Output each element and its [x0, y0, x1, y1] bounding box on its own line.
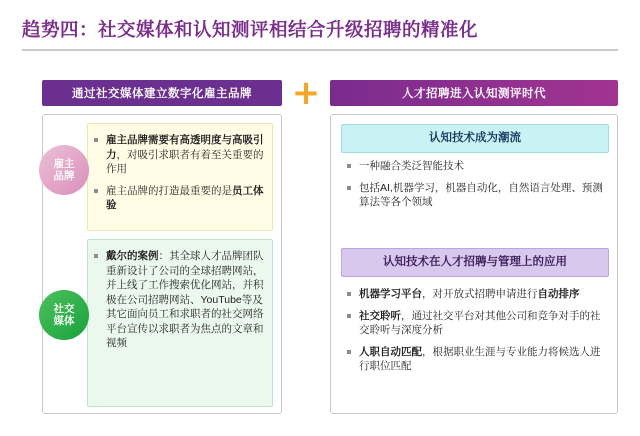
cognitive-trend-list [347, 159, 609, 210]
list-item-text: 一种融合类泛智能技术 [359, 160, 464, 172]
list-item-text: ，通过社交平台对其他公司和竞争对手的社交聆听与深度分析 [359, 309, 601, 336]
badge-social-media-line2: 媒体 [53, 315, 75, 327]
badge-social-media [39, 290, 89, 340]
subheader-cognitive-trend: 认知技术成为潮流 [341, 124, 609, 153]
list-item-bold-tail: 员工体验 [106, 184, 264, 211]
social-media-list [94, 249, 264, 351]
list-item [94, 184, 264, 213]
list-item-bold: 戴尔的案例 [106, 250, 159, 262]
badge-social-media-line1: 社交 [53, 303, 75, 315]
list-item-bold: 人职自动匹配 [359, 345, 422, 358]
list-item [94, 249, 264, 351]
left-panel [42, 114, 282, 414]
social-media-box [87, 239, 273, 407]
badge-employer-brand [39, 145, 89, 195]
badge-employer-brand-line2: 品牌 [53, 170, 75, 182]
list-item [347, 287, 609, 302]
list-item-bold-tail: 自动排序 [537, 288, 580, 300]
right-panel [330, 114, 618, 414]
employer-brand-list [94, 133, 264, 213]
list-item-bold: 社交聆听 [359, 309, 401, 322]
cognitive-application-list [347, 287, 609, 374]
list-item [347, 181, 609, 210]
list-item-text: 雇主品牌的打造最重要的是 [106, 184, 232, 197]
column-header-left: 通过社交媒体建立数字化雇主品牌 [42, 80, 282, 106]
list-item-text: ，对开放式招聘申请进行 [422, 288, 538, 300]
list-item-bold: 机器学习平台 [359, 288, 422, 300]
list-item-text: 包括AI,机器学习，机器自动化，自然语言处理、预测算法等各个领域 [359, 181, 603, 208]
list-item [347, 345, 609, 374]
plus-icon: + [291, 73, 321, 113]
list-item-text: ，根据职业生涯与专业能力将候选人进行职位匹配 [359, 345, 601, 372]
column-header-right: 人才招聘进入认知测评时代 [330, 80, 618, 106]
title-divider [22, 49, 618, 51]
list-item-bold: 雇主品牌需要有高透明度与高吸引力 [106, 134, 264, 161]
list-item-text: ，对吸引求职者有着至关重要的作用 [106, 148, 264, 175]
title-block [22, 18, 618, 51]
subheader-cognitive-application: 认知技术在人才招聘与管理上的应用 [341, 248, 609, 277]
bottom-edge [0, 430, 640, 436]
list-item [347, 309, 609, 338]
page-title: 趋势四：社交媒体和认知测评相结合升级招聘的精准化 [22, 19, 479, 40]
badge-employer-brand-line1: 雇主 [53, 158, 75, 170]
employer-brand-box [87, 123, 273, 231]
list-item-text: ：其全球人才品牌团队重新设计了公司的全球招聘网站，并上线了工作搜索优化网站，并积极在公司招聘网站、YouTube等及其它面向员工和求职者的社交网络平台宣传以求职者为焦点的文章和视频 [106, 250, 264, 349]
list-item [347, 159, 609, 174]
list-item [94, 133, 264, 177]
